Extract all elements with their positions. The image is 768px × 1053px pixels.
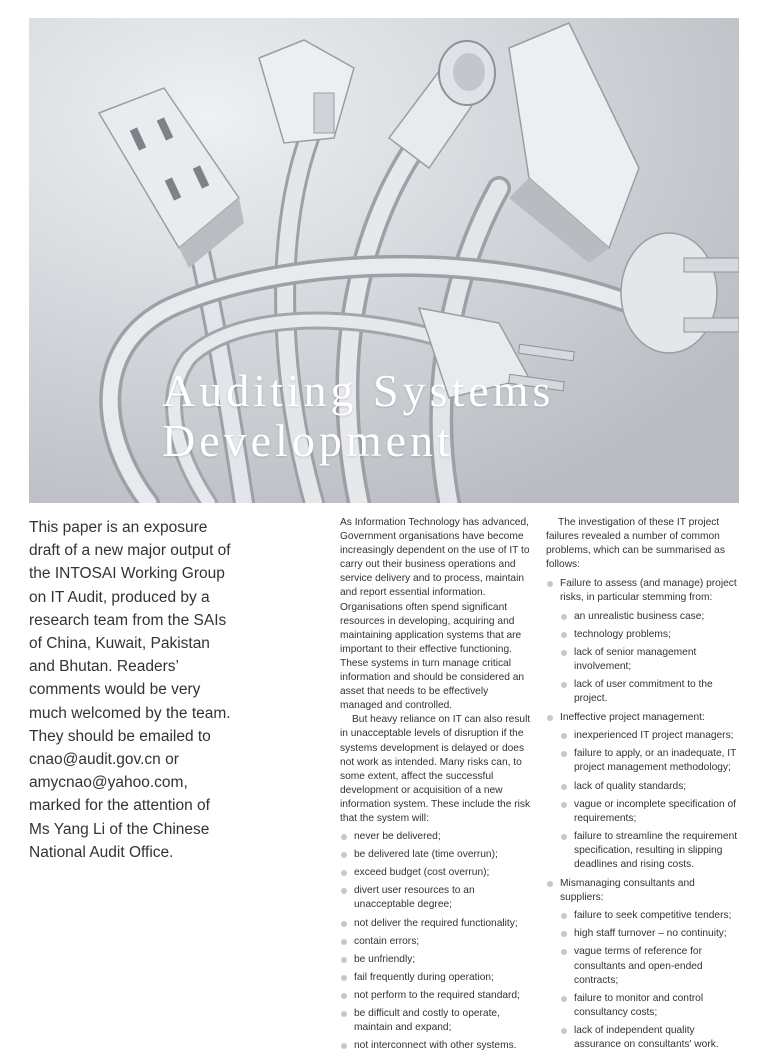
list-item <box>546 877 741 1052</box>
title-line-2: Development <box>162 415 454 466</box>
list-item: be difficult and costly to operate, maintain and expand; <box>340 1007 532 1035</box>
sub-list <box>560 729 741 872</box>
list-item <box>546 711 741 872</box>
title-line-1: Auditing Systems <box>162 365 555 416</box>
hero-photo <box>29 18 739 503</box>
sub-list-item: an unrealistic business case; <box>560 610 741 624</box>
sub-list-item: technology problems; <box>560 628 741 642</box>
sub-list-item: lack of user commitment to the project. <box>560 678 741 706</box>
sub-list <box>560 909 741 1052</box>
list-item: not perform to the required standard; <box>340 989 532 1003</box>
list-item: be unfriendly; <box>340 953 532 967</box>
group-label: Failure to assess (and manage) project risks, in particular stemming from: <box>560 578 737 604</box>
paragraph: As Information Technology has advanced, Government organisations have become increasingly dependent on the use of IT to carry out their business operations and service delivery and to process, maintain and report essential information. Organisations often spend significant resources in developing, acquiring and maintaining application systems that are important to their effective functioning. These systems in turn manage critical information and should be considered an asset that needs to be effectively managed and controlled. <box>340 517 530 712</box>
list-item <box>546 577 741 706</box>
list-item: never be delivered; <box>340 830 532 844</box>
group-label: Ineffective project management: <box>560 712 705 724</box>
sub-list-item: lack of senior management involvement; <box>560 646 741 674</box>
sub-list-item: failure to seek competitive tenders; <box>560 909 741 923</box>
list-item: exceed budget (cost overrun); <box>340 866 532 880</box>
sub-list-item: high staff turnover – no continuity; <box>560 927 741 941</box>
intro-text: This paper is an exposure draft of a new major output of the INTOSAI Working Group on IT Audit, produced by a research team from the SAIs of China, Kuwait, Pakistan and Bhutan. Readers’ comments would be very much welcomed by the team. They should be emailed to cnao@audit.gov.cn or amycnao@yahoo.com, marked for the attention of Ms Yang Li of the Chinese National Audit Office. <box>29 519 231 861</box>
sub-list-item: lack of quality standards; <box>560 780 741 794</box>
column-2 <box>546 516 741 1052</box>
paragraph: But heavy reliance on IT can also result in unacceptable levels of disruption if the systems development is delayed or does not work as intended. Many risks can, to some extent, affect the successful development or acquisition of a new information system. These include the risk that the system will: <box>340 714 531 824</box>
sub-list-item: inexperienced IT project managers; <box>560 729 741 743</box>
sub-list-item: failure to apply, or an inadequate, IT project management methodology; <box>560 747 741 775</box>
list-item: not interconnect with other systems. <box>340 1039 532 1053</box>
sub-list-item: lack of independent quality assurance on consultants' work. <box>560 1024 741 1052</box>
list-item: not deliver the required functionality; <box>340 917 532 931</box>
page-title <box>162 366 554 466</box>
list-item: contain errors; <box>340 935 532 949</box>
sub-list <box>560 610 741 707</box>
list-item: divert user resources to an unacceptable degree; <box>340 884 532 912</box>
list-item: be delivered late (time overrun); <box>340 848 532 862</box>
sub-list-item: failure to streamline the requirement specification, resulting in slipping deadlines and rising costs. <box>560 830 741 872</box>
sub-list-item: vague terms of reference for consultants and open-ended contracts; <box>560 945 741 987</box>
column-1 <box>340 516 532 1053</box>
sub-list-item: failure to monitor and control consultancy costs; <box>560 992 741 1020</box>
paragraph: The investigation of these IT project failures revealed a number of common problems, which can be summarised as follows: <box>546 517 725 571</box>
risk-list <box>340 830 532 1053</box>
sub-list-item: vague or incomplete specification of requirements; <box>560 798 741 826</box>
group-label: Mismanaging consultants and suppliers: <box>560 878 695 904</box>
list-item: fail frequently during operation; <box>340 971 532 985</box>
problem-list <box>546 577 741 1052</box>
